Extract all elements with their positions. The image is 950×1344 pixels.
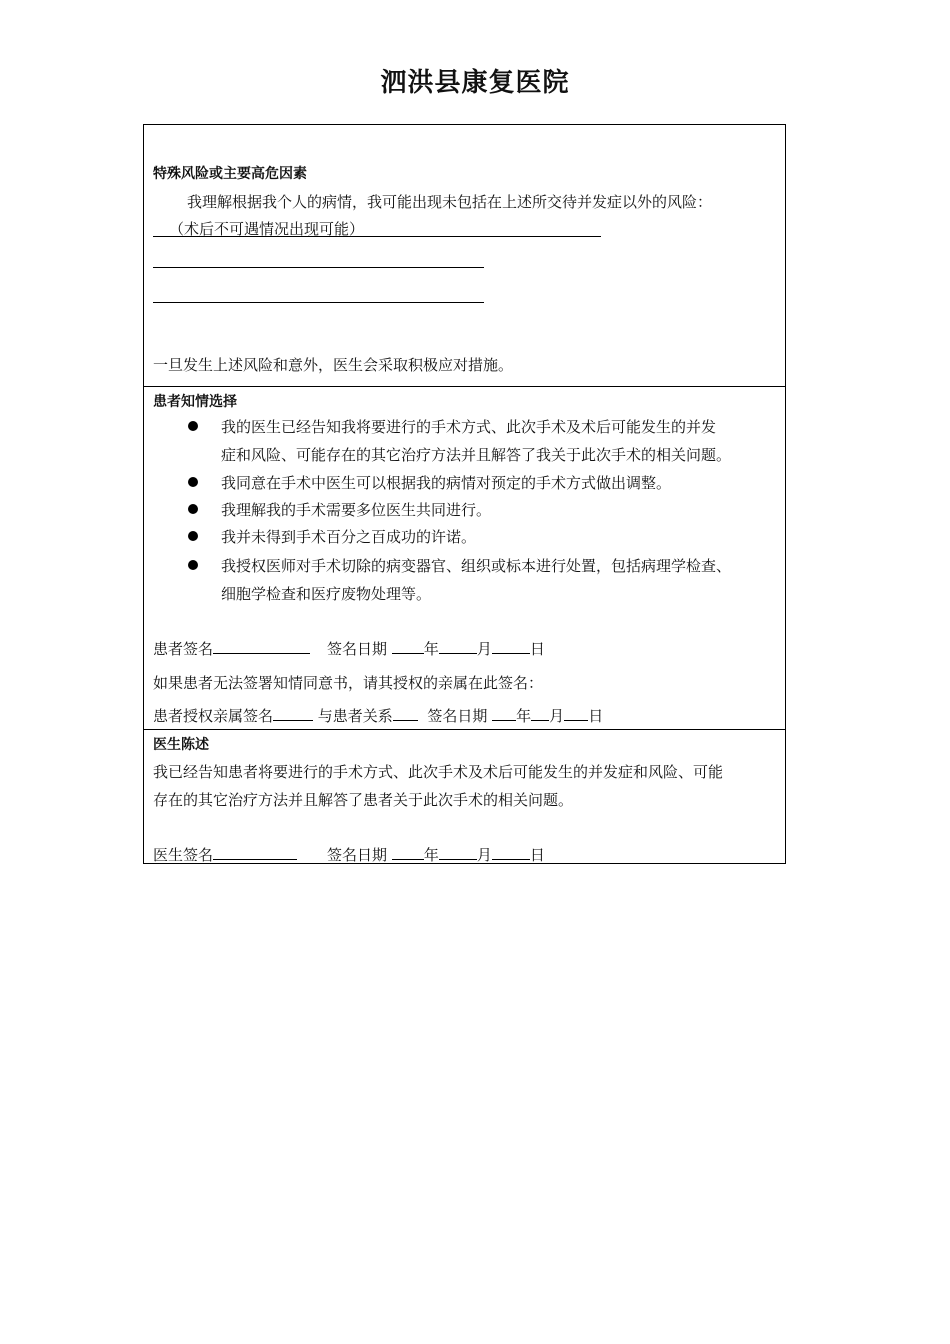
risk-filled-text: （术后不可遇情况出现可能） (169, 220, 365, 238)
doctor-signature-row (153, 844, 545, 865)
patient-date-label: 签名日期 (327, 640, 388, 658)
list-item-text: 我并未得到手术百分之百成功的许诺。 (221, 528, 477, 546)
doctor-heading: 医生陈述 (153, 737, 209, 753)
patient-sign-label: 患者签名 (153, 640, 214, 658)
relation-label: 与患者关系 (317, 707, 393, 725)
patient-month-field[interactable] (439, 639, 477, 654)
risk-closing: 一旦发生上述风险和意外，医生会采取积极应对措施。 (153, 356, 514, 374)
list-item-text: 我同意在手术中医生可以根据我的病情对预定的手术方式做出调整。 (221, 474, 672, 492)
bullet-icon (188, 531, 198, 541)
patient-day-field[interactable] (492, 639, 530, 654)
risk-fill-line-1[interactable] (153, 218, 601, 237)
month-label: 月 (549, 707, 565, 725)
day-label: 日 (529, 846, 545, 864)
risk-heading: 特殊风险或主要高危因素 (153, 166, 307, 182)
risk-fill-line-3[interactable] (153, 302, 484, 303)
doctor-signature-field[interactable] (213, 845, 297, 860)
list-item-text: 我授权医师对手术切除的病变器官、组织或标本进行处置，包括病理学检查、 (221, 557, 732, 575)
bullet-icon (188, 504, 198, 514)
day-label: 日 (588, 707, 604, 725)
risk-section (144, 125, 785, 386)
doctor-day-field[interactable] (492, 845, 530, 860)
list-item-text: 症和风险、可能存在的其它治疗方法并且解答了我关于此次手术的相关问题。 (221, 446, 732, 464)
doctor-year-field[interactable] (392, 845, 424, 860)
proxy-date-label: 签名日期 (427, 707, 488, 725)
doctor-sign-label: 医生签名 (153, 846, 214, 864)
month-label: 月 (476, 846, 492, 864)
doctor-month-field[interactable] (439, 845, 477, 860)
bullet-icon (188, 560, 198, 570)
month-label: 月 (476, 640, 492, 658)
risk-intro: 我理解根据我个人的病情，我可能出现未包括在上述所交待并发症以外的风险： (187, 193, 713, 211)
bullet-icon (188, 421, 198, 431)
hospital-title: 泗洪县康复医院 (380, 68, 570, 98)
list-item-text: 细胞学检查和医疗废物处理等。 (221, 585, 432, 603)
consent-form (143, 124, 786, 864)
proxy-signature-field[interactable] (273, 706, 313, 721)
bullet-icon (188, 477, 198, 487)
year-label: 年 (423, 640, 439, 658)
list-item-text: 我的医生已经告知我将要进行的手术方式、此次手术及术后可能发生的并发 (221, 418, 717, 436)
doctor-statement-line-1: 我已经告知患者将要进行的手术方式、此次手术及术后可能发生的并发症和风险、可能 (153, 763, 724, 781)
year-label: 年 (516, 707, 532, 725)
proxy-day-field[interactable] (564, 706, 588, 721)
patient-heading: 患者知情选择 (153, 394, 237, 410)
patient-signature-field[interactable] (213, 639, 310, 654)
doctor-date-label: 签名日期 (327, 846, 388, 864)
doctor-section (144, 729, 785, 863)
day-label: 日 (529, 640, 545, 658)
proxy-month-field[interactable] (531, 706, 549, 721)
patient-year-field[interactable] (392, 639, 424, 654)
doctor-statement-line-2: 存在的其它治疗方法并且解答了患者关于此次手术的相关问题。 (153, 791, 574, 809)
proxy-sign-label: 患者授权亲属签名 (153, 707, 274, 725)
patient-section (144, 386, 785, 729)
patient-signature-row (153, 638, 545, 659)
risk-fill-line-2[interactable] (153, 267, 484, 268)
relation-field[interactable] (393, 706, 418, 721)
proxy-signature-row (153, 705, 603, 726)
list-item-text: 我理解我的手术需要多位医生共同进行。 (221, 501, 492, 519)
proxy-note: 如果患者无法签署知情同意书，请其授权的亲属在此签名： (153, 674, 544, 692)
year-label: 年 (423, 846, 439, 864)
proxy-year-field[interactable] (492, 706, 516, 721)
